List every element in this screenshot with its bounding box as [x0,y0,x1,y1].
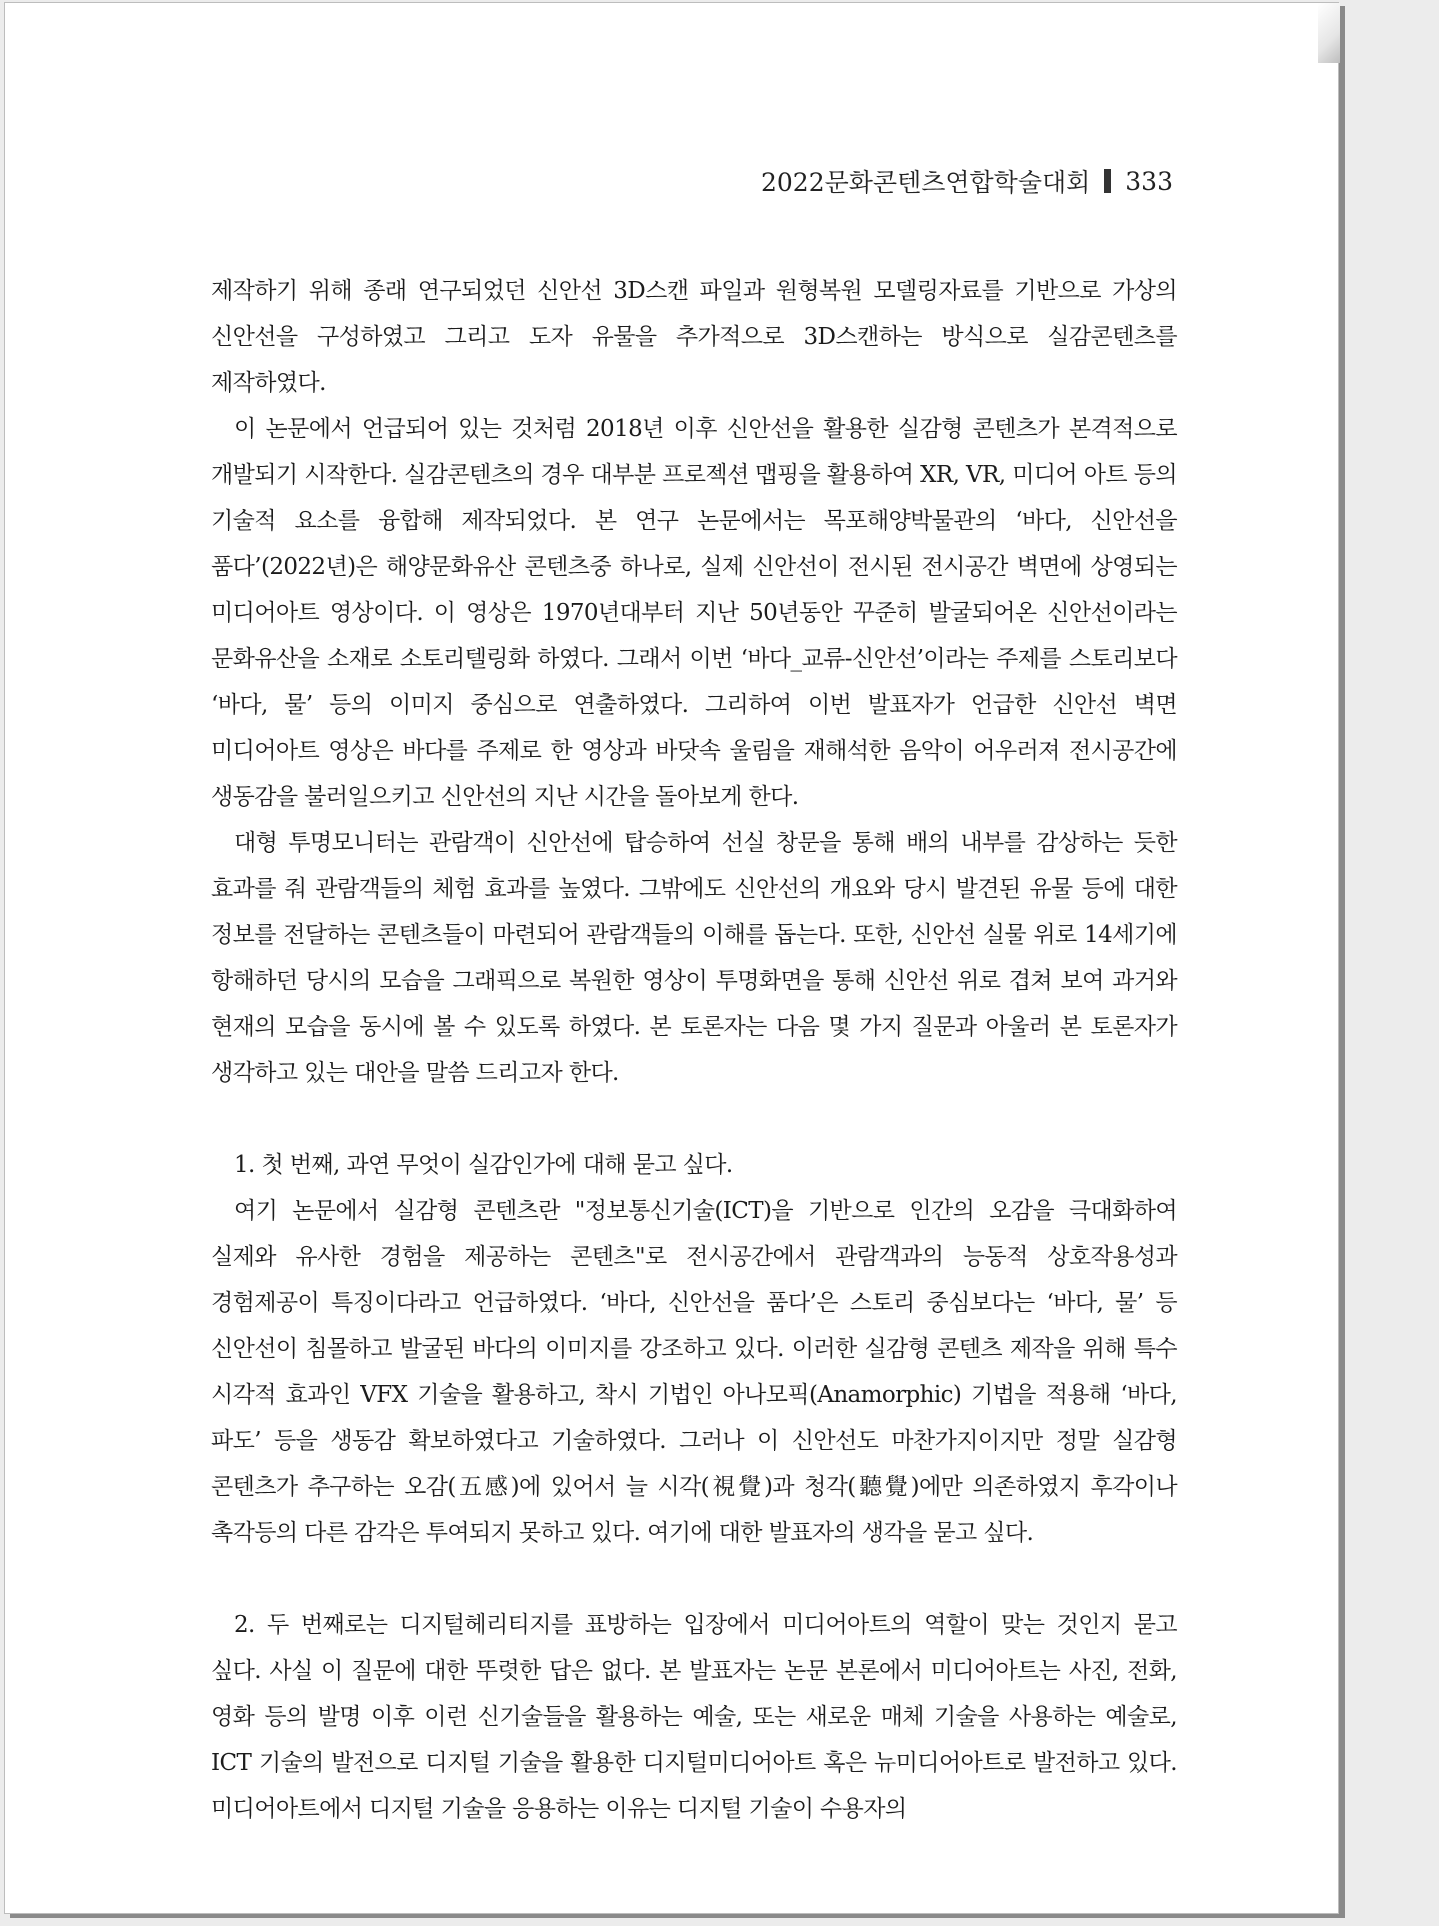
section-heading: 1. 첫 번째, 과연 무엇이 실감인가에 대해 묻고 싶다. [234,1152,733,1178]
header-separator-bar [1104,169,1111,193]
running-head [761,163,1173,199]
body-text [211,268,1177,1832]
page-curl [1318,3,1340,63]
paragraph: 이 논문에서 언급되어 있는 것처럼 2018년 이후 신안선을 활용한 실감형 콘텐츠가 본격적으로 개발되기 시작한다. 실감콘텐츠의 경우 대부분 프로젝션 맵핑을 활용하여 XR, VR, 미디어 아트 등의 기술적 요소를 융합해 제작되었다. 본 연구 논문에서는 목포해양박물관의 ‘바다, 신안선을 품다’(2022년)은 해양문화유산 콘텐츠중 하나로, 실제 신안선이 전시된 전시공간 벽면에 상영되는 미디어아트 영상이다. 이 영상은 1970년대부터 지난 50년동안 꾸준히 발굴되어온 신안선이라는 문화유산을 소재로 소토리텔링화 하였다. 그래서 이번 ‘바다_교류-신안선’이라는 주제를 스토리보다 ‘바다, 물’ 등의 이미지 중심으로 연출하였다. 그리하여 이번 발표자가 언급한 신안선 벽면 미디어아트 영상은 바다를 주제로 한 영상과 바닷속 울림을 재해석한 음악이 어우러져 전시공간에 생동감을 불러일으키고 신안선의 지난 시간을 돌아보게 한다. [211,416,1177,810]
page-number: 333 [1125,166,1173,196]
paragraph: 여기 논문에서 실감형 콘텐츠란 "정보통신기술(ICT)을 기반으로 인간의 오감을 극대화하여 실제와 유사한 경험을 제공하는 콘텐츠"로 전시공간에서 관람객과의 능동적 상호작용성과 경험제공이 특징이다라고 언급하였다. ‘바다, 신안선을 품다’은 스토리 중심보다는 ‘바다, 물’ 등 신안선이 침몰하고 발굴된 바다의 이미지를 강조하고 있다. 이러한 실감형 콘텐츠 제작을 위해 특수 시각적 효과인 VFX 기술을 활용하고, 착시 기법인 아나모픽(Anamorphic) 기법을 적용해 ‘바다, 파도’ 등을 생동감 확보하였다고 기술하였다. 그러나 이 신안선도 마찬가지이지만 정말 실감형 콘텐츠가 추구하는 오감(五感)에 있어서 늘 시각(視覺)과 청각(聽覺)에만 의존하였지 후각이나 촉각등의 다른 감각은 투여되지 못하고 있다. 여기에 대한 발표자의 생각을 묻고 싶다. [211,1198,1177,1546]
conference-title: 2022문화콘텐츠연합학술대회 [761,168,1091,197]
paragraph: 대형 투명모니터는 관람객이 신안선에 탑승하여 선실 창문을 통해 배의 내부를 감상하는 듯한 효과를 줘 관람객들의 체험 효과를 높였다. 그밖에도 신안선의 개요와 당시 발견된 유물 등에 대한 정보를 전달하는 콘텐츠들이 마련되어 관람객들의 이해를 돕는다. 또한, 신안선 실물 위로 14세기에 항해하던 당시의 모습을 그래픽으로 복원한 영상이 투명화면을 통해 신안선 위로 겹쳐 보여 과거와 현재의 모습을 동시에 볼 수 있도록 하였다. 본 토론자는 다음 몇 가지 질문과 아울러 본 토론자가 생각하고 있는 대안을 말씀 드리고자 한다. [211,830,1177,1086]
paragraph: 제작하기 위해 종래 연구되었던 신안선 3D스캔 파일과 원형복원 모델링자료를 기반으로 가상의 신안선을 구성하였고 그리고 도자 유물을 추가적으로 3D스캔하는 방식으로 실감콘텐츠를 제작하였다. [211,278,1177,396]
paragraph: 2. 두 번째로는 디지털헤리티지를 표방하는 입장에서 미디어아트의 역할이 맞는 것인지 묻고 싶다. 사실 이 질문에 대한 뚜렷한 답은 없다. 본 발표자는 논문 본론에서 미디어아트는 사진, 전화, 영화 등의 발명 이후 이런 신기술들을 활용하는 예술, 또는 새로운 매체 기술을 사용하는 예술로, ICT 기술의 발전으로 디지털 기술을 활용한 디지털미디어아트 혹은 뉴미디어아트로 발전하고 있다. 미디어아트에서 디지털 기술을 응용하는 이유는 디지털 기술이 수용자의 [211,1612,1177,1822]
document-page [4,2,1339,1914]
